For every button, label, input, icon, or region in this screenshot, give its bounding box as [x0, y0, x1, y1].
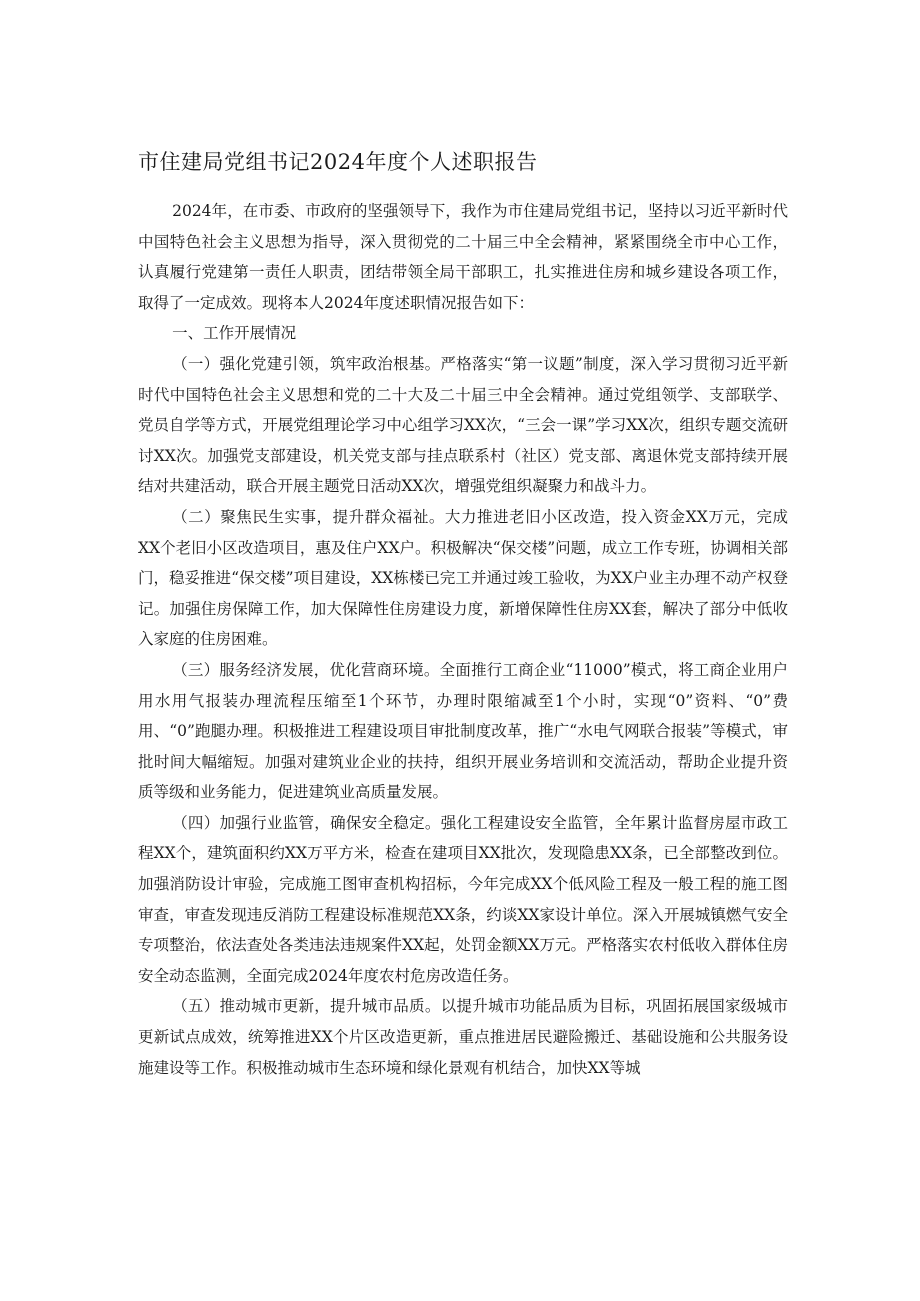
paragraph-urban-renewal: （五）推动城市更新，提升城市品质。以提升城市功能品质为目标，巩固拓展国家级城市更新试点成效，统筹推进XX个片区改造更新，重点推进居民避险搬迁、基础设施和公共服务设施建设等工作。积极推动城市生态环境和绿化景观有机结合，加快XX等城	[138, 997, 788, 1077]
paragraph-industry-supervision: （四）加强行业监管，确保安全稳定。强化工程建设安全监管，全年累计监督房屋市政工程XX个，建筑面积约XX万平方米，检查在建项目XX批次，发现隐患XX条，已全部整改到位。加强消防设计审验，完成施工图审查机构招标，今年完成XX个低风险工程及一般工程的施工图审查，审查发现违反消防工程建设标准规范XX条，约谈XX家设计单位。深入开展城镇燃气安全专项整治，依法查处各类违法违规案件XX起，处罚金额XX万元。严格落实农村低收入群体住房安全动态监测，全面完成2024年度农村危房改造任务。	[138, 813, 788, 985]
document-body	[138, 196, 788, 1083]
paragraph-party-building: （一）强化党建引领，筑牢政治根基。严格落实“第一议题”制度，深入学习贯彻习近平新时代中国特色社会主义思想和党的二十大及二十届三中全会精神。通过党组领学、支部联学、党员自学等方式，开展党组理论学习中心组学习XX次，“三会一课”学习XX次，组织专题交流研讨XX次。加强党支部建设，机关党支部与挂点联系村（社区）党支部、离退休党支部持续开展结对共建活动，联合开展主题党日活动XX次，增强党组织凝聚力和战斗力。	[138, 354, 788, 496]
paragraph-livelihood: （二）聚焦民生实事，提升群众福祉。大力推进老旧小区改造，投入资金XX万元，完成XX个老旧小区改造项目，惠及住户XX户。积极解决“保交楼”问题，成立工作专班，协调相关部门，稳妥推进“保交楼”项目建设，XX栋楼已完工并通过竣工验收，为XX户业主办理不动产权登记。加强住房保障工作，加大保障性住房建设力度，新增保障性住房XX套，解决了部分中低收入家庭的住房困难。	[138, 507, 788, 649]
document-title: 市住建局党组书记2024年度个人述职报告	[138, 150, 538, 174]
paragraph-business-environment: （三）服务经济发展，优化营商环境。全面推行工商企业“11000”模式，将工商企业用户用水用气报装办理流程压缩至1个环节，办理时限缩减至1个小时，实现“0”资料、“0”费用、“0”跑腿办理。积极推进工程建设项目审批制度改革，推广“水电气网联合报装”等模式，审批时间大幅缩短。加强对建筑业企业的扶持，组织开展业务培训和交流活动，帮助企业提升资质等级和业务能力，促进建筑业高质量发展。	[138, 660, 788, 802]
section-heading-work-overview: 一、工作开展情况	[172, 324, 297, 343]
intro-paragraph: 2024年，在市委、市政府的坚强领导下，我作为市住建局党组书记，坚持以习近平新时代中国特色社会主义思想为指导，深入贯彻党的二十届三中全会精神，紧紧围绕全市中心工作，认真履行党建第一责任人职责，团结带领全局干部职工，扎实推进住房和城乡建设各项工作，取得了一定成效。现将本人2024年度述职情况报告如下：	[138, 202, 788, 312]
